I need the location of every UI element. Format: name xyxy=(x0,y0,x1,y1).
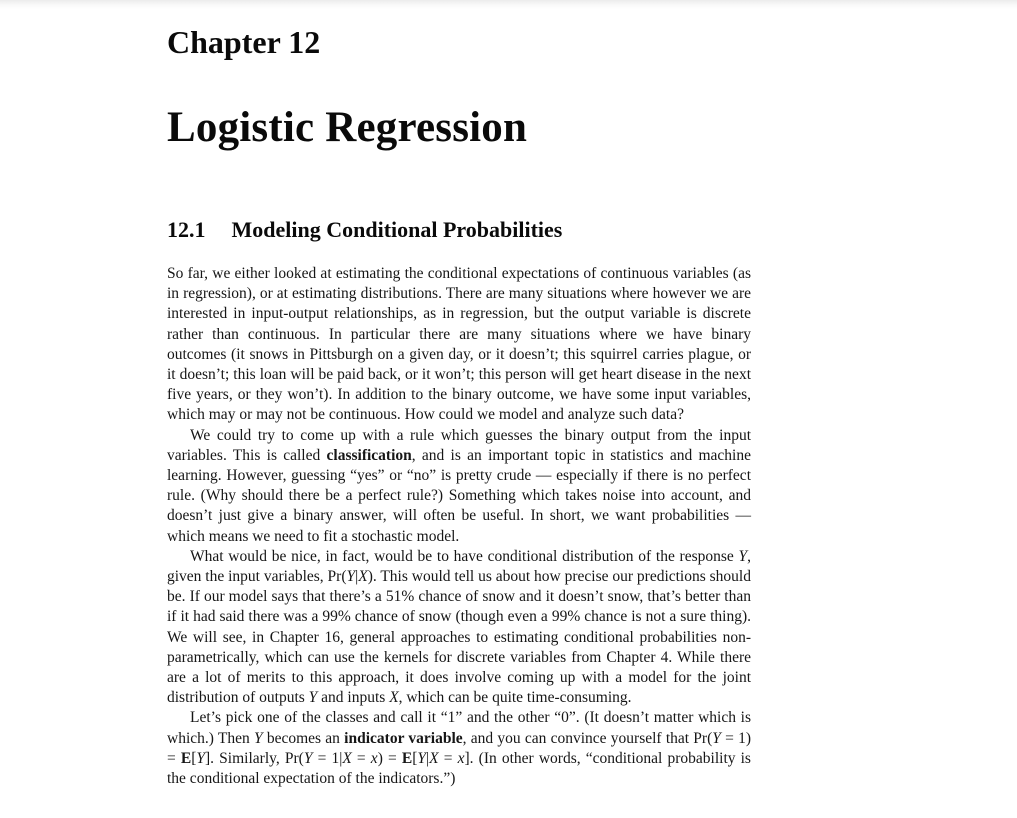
paragraph: So far, we either looked at estimating the conditional expectations of continuous variables (as in regression), or at estimating distributions. There are many situations where however we are interested in input-output relationships, as in regression, but the output variable is discrete rather than continuous. In particular there are many situations where we have binary outcomes (it snows in Pittsburgh on a given day, or it doesn’t; this squirrel carries plague, or it doesn’t; this loan will be paid back, or it won’t; this person will get heart disease in the next five years, or they won’t). In addition to the binary outcome, we have some input variables, which may or may not be continuous. How could we model and analyze such data? xyxy=(167,265,751,424)
paragraph: What would be nice, in fact, would be to have conditional distribution of the response Y, given the input variables, Pr(Y|X). This would tell us about how precise our predictions should be. If our model says that there’s a 51% chance of snow and it doesn’t snow, that’s better than if it had said there was a 99% chance of snow (though even a 99% chance is not a sure thing). We will see, in Chapter 16, general approaches to estimating conditional probabilities non-parametrically, which can use the kernels for discrete variables from Chapter 4. While there are a lot of merits to this approach, it does involve coming up with a model for the joint distribution of outputs Y and inputs X, which can be quite time-consuming. xyxy=(167,547,751,707)
section-heading xyxy=(167,216,751,244)
paragraph: Let’s pick one of the classes and call it “1” and the other “0”. (It doesn’t matter which is which.) Then Y becomes an indicator variable, and you can convince yourself that Pr(Y = 1) = E[Y]. Similarly, Pr(Y = 1|X = x) = E[Y|X = x]. (In other words, “conditional probability is the conditional expectation of the indicators.”) xyxy=(167,709,752,788)
section-title: Modeling Conditional Probabilities xyxy=(231,217,563,242)
body-paragraphs xyxy=(167,264,751,789)
document-content xyxy=(167,0,751,789)
chapter-title: Logistic Regression xyxy=(167,104,528,151)
chapter-label: Chapter 12 xyxy=(167,24,321,60)
paragraph: We could try to come up with a rule which guesses the binary output from the input variables. This is called classification, and is an important topic in statistics and machine learning. However, guessing “yes” or “no” is pretty crude — especially if there is no perfect rule. (Why should there be a perfect rule?) Something which takes noise into account, and doesn’t just give a binary answer, will often be useful. In short, we want probabilities — which means we need to fit a stochastic model. xyxy=(167,426,751,545)
section-number: 12.1 xyxy=(167,217,206,242)
